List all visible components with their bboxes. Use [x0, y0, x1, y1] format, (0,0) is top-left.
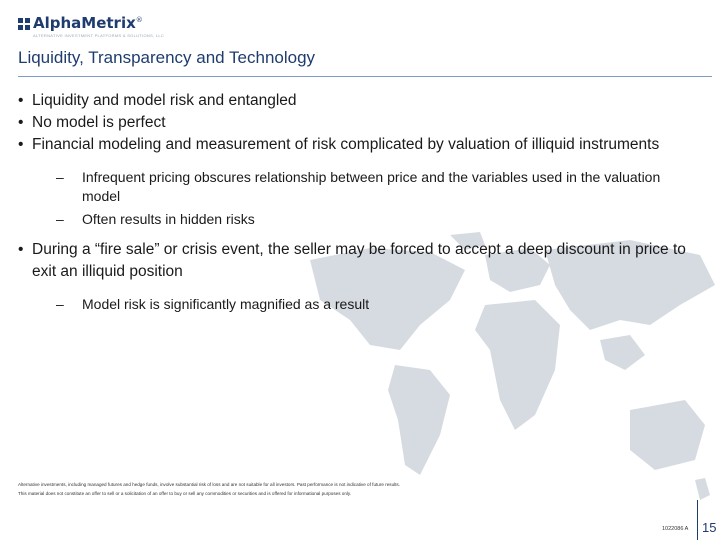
bullet-item	[18, 134, 698, 156]
sub-bullet-text: Infrequent pricing obscures relationship between price and the variables used in the valuation model	[82, 169, 661, 204]
bullet-text: Liquidity and model risk and entangled	[32, 92, 297, 109]
bullet-text: During a “fire sale” or crisis event, the seller may be forced to accept a deep discount in price to exit an illiquid position	[32, 241, 686, 280]
bullet-item	[18, 90, 698, 112]
disclaimer	[18, 480, 558, 498]
sub-bullet-text: Model risk is significantly magnified as a result	[82, 296, 370, 312]
slide-title: Liquidity, Transparency and Technology	[18, 48, 316, 67]
bullet-item	[18, 112, 698, 134]
logo-tagline: ALTERNATIVE INVESTMENT PLATFORMS & SOLUTIONS, LLC	[33, 33, 165, 38]
document-code: 1022086 A	[662, 526, 689, 532]
page-number-divider	[697, 500, 698, 540]
page-number: 15	[702, 520, 717, 535]
bullet-dot: •	[18, 114, 24, 131]
disclaimer-line: Alternative investments, including managed futures and hedge funds, involve substantial risk of loss and are not suitable for all investors. Past performance is not indicative of future results.	[18, 482, 400, 487]
bullet-dot: •	[18, 92, 24, 109]
sub-bullet-item	[18, 168, 698, 206]
sub-bullet-text: Often results in hidden risks	[82, 211, 255, 227]
bullet-list	[18, 90, 698, 314]
grid-mark-icon	[18, 18, 30, 30]
sub-bullet-dash: –	[56, 169, 64, 185]
title-divider	[18, 76, 712, 77]
sub-bullet-dash: –	[56, 296, 64, 312]
bullet-text: No model is perfect	[32, 114, 166, 131]
sub-bullet-item	[18, 210, 698, 229]
disclaimer-line: This material does not constitute an offer to sell or a solicitation of an offer to buy or sell any commodities or securities and is offered for informational purposes only.	[18, 491, 352, 496]
bullet-item	[18, 239, 698, 283]
bullet-dot: •	[18, 136, 24, 153]
logo-wordmark: AlphaMetrix®	[33, 14, 143, 32]
bullet-text: Financial modeling and measurement of risk complicated by valuation of illiquid instruments	[32, 136, 660, 153]
sub-bullet-dash: –	[56, 211, 64, 227]
sub-bullet-item	[18, 295, 698, 314]
bullet-dot: •	[18, 241, 24, 258]
